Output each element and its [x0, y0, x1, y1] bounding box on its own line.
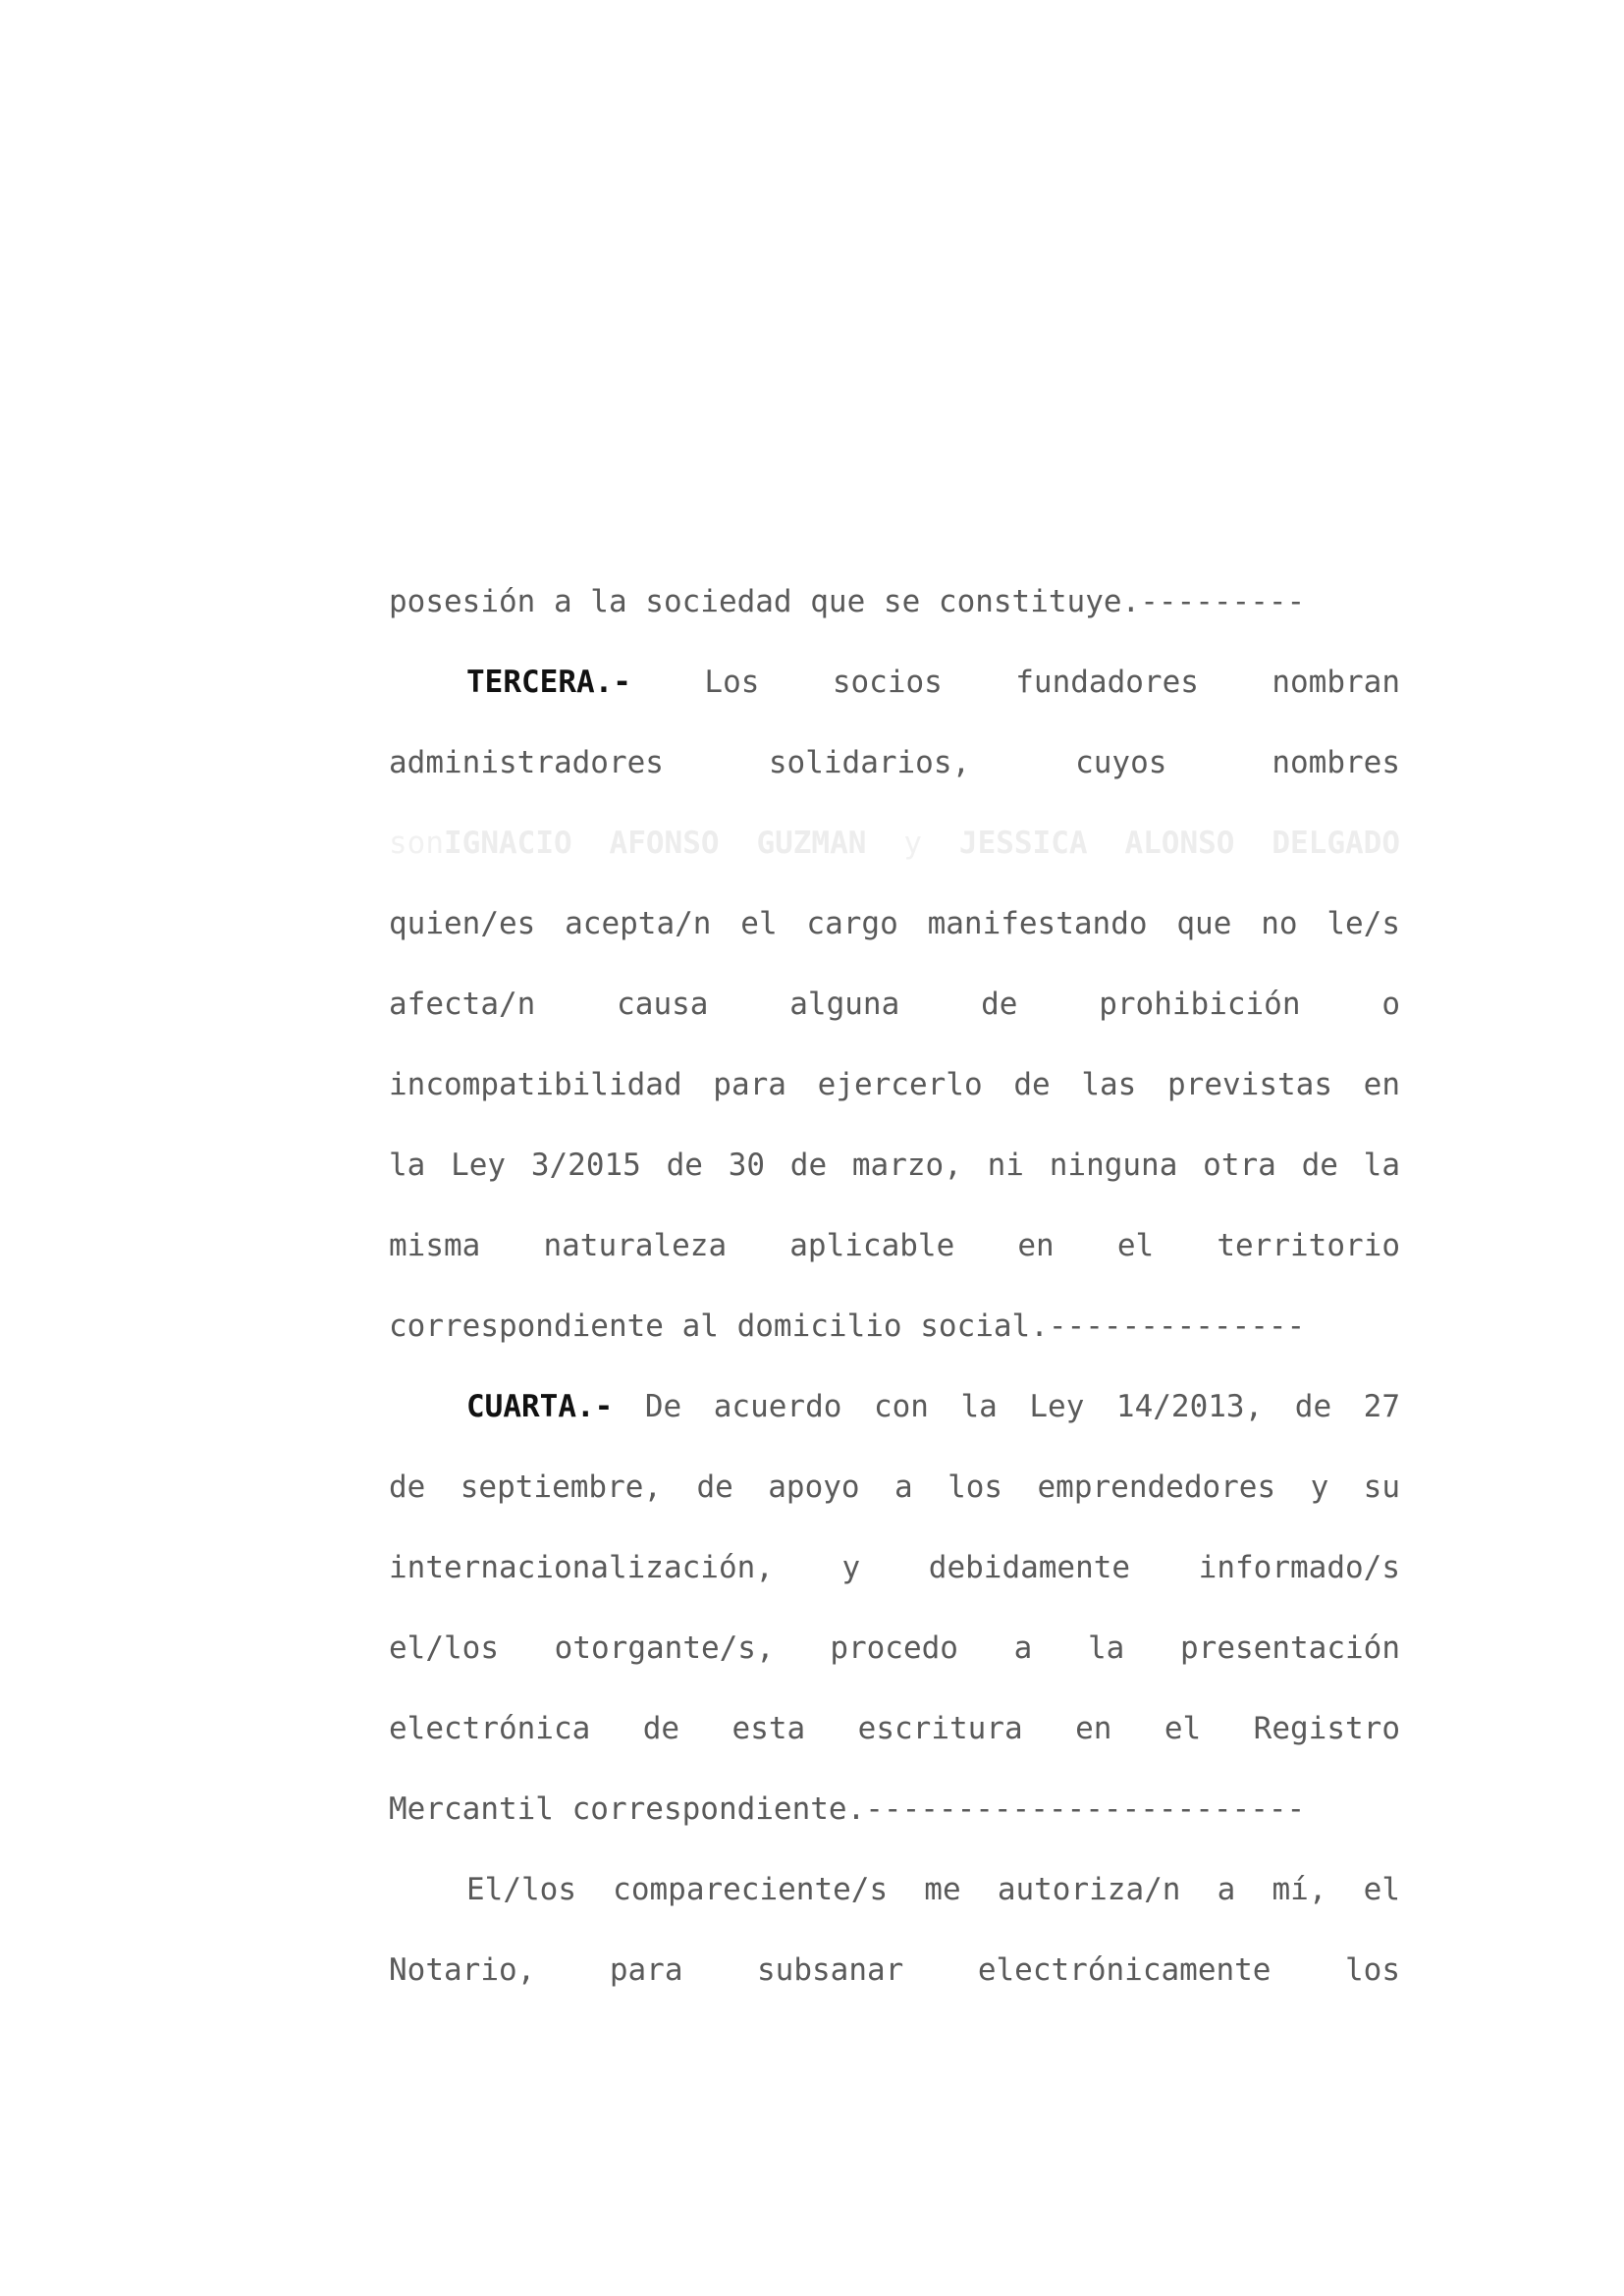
line-text: quien/es acepta/n el cargo manifestando que no le/s [389, 906, 1400, 941]
text-line [389, 1540, 1400, 1621]
administrator-name-2: JESSICA ALONSO DELGADO [958, 826, 1400, 861]
text-line [389, 1621, 1400, 1701]
text-line [389, 1701, 1400, 1782]
text-line [389, 1460, 1400, 1540]
names-prefix: son [389, 826, 444, 861]
line-text: Los socios fundadores nombran [630, 665, 1400, 700]
line-text: de septiembre, de apoyo a los emprendedores y su [389, 1469, 1400, 1505]
text-line [389, 735, 1400, 816]
line-text: internacionalización, y debidamente informado/s [389, 1550, 1400, 1585]
line-text: Mercantil correspondiente.------------------------ [389, 1791, 1306, 1827]
names-conjunction: y [866, 826, 959, 861]
clause-cuarta-heading-line [389, 1379, 1400, 1460]
text-line [389, 1782, 1400, 1862]
line-text: El/los compareciente/s me autoriza/n a mí, el [466, 1872, 1400, 1907]
text-line [389, 1218, 1400, 1299]
text-line [389, 1138, 1400, 1218]
line-text: incompatibilidad para ejercerlo de las previstas en [389, 1067, 1400, 1102]
document-body [389, 574, 1400, 2023]
clause-tercera-heading-line [389, 655, 1400, 735]
clause-tercera-label: TERCERA.- [466, 665, 631, 700]
line-text: la Ley 3/2015 de 30 de marzo, ni ninguna otra de la [389, 1148, 1400, 1183]
line-text: electrónica de esta escritura en el Registro [389, 1711, 1400, 1746]
line-text: De acuerdo con la Ley 14/2013, de 27 [613, 1389, 1400, 1424]
text-line [389, 1943, 1400, 2023]
text-line [389, 1299, 1400, 1379]
text-line [389, 1057, 1400, 1138]
text-line [389, 574, 1400, 655]
line-text: afecta/n causa alguna de prohibición o [389, 987, 1400, 1022]
line-text: misma naturaleza aplicable en el territorio [389, 1228, 1400, 1263]
text-line [389, 896, 1400, 977]
line-text: posesión a la sociedad que se constituye.--------- [389, 584, 1306, 619]
text-line [389, 977, 1400, 1057]
clause-cuarta-label: CUARTA.- [466, 1389, 614, 1424]
text-line [389, 1862, 1400, 1943]
line-text: administradores solidarios, cuyos nombres [389, 745, 1400, 780]
line-text: correspondiente al domicilio social.-------------- [389, 1308, 1306, 1344]
line-text: el/los otorgante/s, procedo a la presentación [389, 1630, 1400, 1666]
line-text: Notario, para subsanar electrónicamente los [389, 1952, 1400, 1988]
administrator-name-1: IGNACIO AFONSO GUZMAN [444, 826, 867, 861]
administrator-names-line [389, 816, 1400, 896]
